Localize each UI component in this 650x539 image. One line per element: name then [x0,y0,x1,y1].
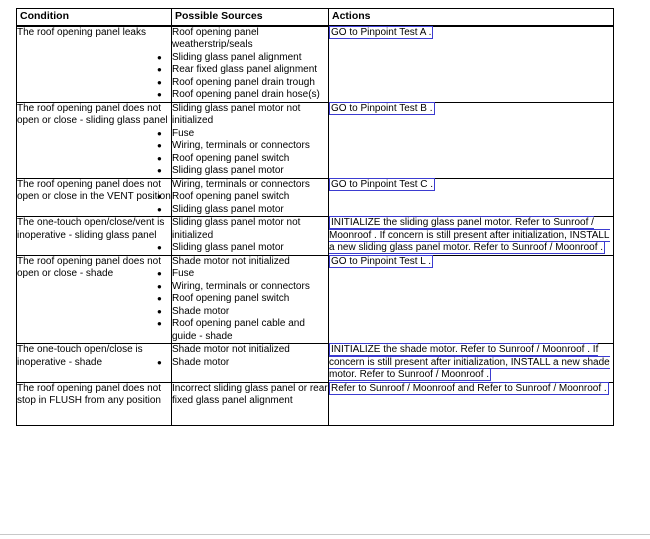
source-item: ● Shade motor [172,306,328,319]
sources-cell [172,255,329,344]
pinpoint-test-c-link[interactable]: GO to Pinpoint Test C . [331,178,434,190]
page-divider [0,534,650,535]
condition-cell: The roof opening panel does not open or close - shade [17,255,172,344]
source-item: ● Wiring, terminals or connectors [172,281,328,294]
sources-cell [172,217,329,256]
table-row [17,26,614,103]
condition-cell: The roof opening panel leaks [17,26,172,103]
source-item: ● Roof opening panel drain trough [172,77,328,90]
header-condition: Condition [17,9,172,26]
source-item: Sliding glass panel motor not initialized [172,217,301,241]
source-item: Roof opening panel weatherstrip/seals [172,26,259,50]
pinpoint-test-b-link[interactable]: GO to Pinpoint Test B . [331,102,433,114]
condition-cell: The roof opening panel does not open or close - sliding glass panel [17,102,172,178]
actions-cell [329,178,614,217]
symptom-chart-table [16,8,614,426]
source-item: Wiring, terminals or connectors [172,178,310,190]
header-possible-sources: Possible Sources [172,9,329,26]
table-row [17,255,614,344]
initialize-sliding-panel-link[interactable]: INITIALIZE the sliding glass panel motor. Refer to Sunroof / Moonroof . If concern is still present after initialization, INSTALL a new sliding glass panel motor. Refer to Sunroof / Moonroof . [329,217,610,253]
source-item: ● Shade motor [172,357,328,370]
source-item: ● Roof opening panel switch [172,191,328,204]
source-item: ● Fuse [172,128,328,141]
actions-cell [329,217,614,256]
table-row [17,178,614,217]
header-row [17,9,614,26]
source-item: Shade motor not initialized [172,344,290,355]
sources-cell [172,102,329,178]
pinpoint-test-l-link[interactable]: GO to Pinpoint Test L . [331,255,432,267]
source-item: ● Rear fixed glass panel alignment [172,64,328,77]
table-row [17,382,614,425]
initialize-shade-link[interactable]: INITIALIZE the shade motor. Refer to Sunroof / Moonroof . If concern is still present after initialization, INSTALL a new shade motor. Refer to Sunroof / Moonroof . [329,344,610,380]
source-item: ● Wiring, terminals or connectors [172,140,328,153]
source-item: ● Roof opening panel cable and guide - shade [172,318,328,343]
sources-cell [172,344,329,383]
source-item: ● Fuse [172,268,328,281]
table-row [17,102,614,178]
source-item: ● Roof opening panel switch [172,153,328,166]
actions-cell [329,382,614,425]
table-row [17,344,614,383]
actions-cell [329,344,614,383]
header-actions: Actions [329,9,614,26]
sources-cell [172,26,329,103]
source-item: ● Roof opening panel drain hose(s) [172,89,328,102]
actions-cell [329,102,614,178]
sources-cell [172,382,329,425]
actions-cell [329,255,614,344]
condition-cell: The one-touch open/close/vent is inoperative - sliding glass panel [17,217,172,256]
table-row [17,217,614,256]
source-item: ● Sliding glass panel motor [172,165,328,178]
sunroof-moonroof-link[interactable]: Refer to Sunroof / Moonroof and Refer to Sunroof / Moonroof . [331,382,607,394]
condition-cell: The roof opening panel does not open or close in the VENT position [17,178,172,217]
source-item: ● Sliding glass panel motor [172,242,328,255]
actions-cell [329,26,614,103]
source-item: ● Sliding glass panel alignment [172,52,328,65]
pinpoint-test-a-link[interactable]: GO to Pinpoint Test A . [331,26,432,38]
condition-cell: The one-touch open/close is inoperative - shade [17,344,172,383]
source-item: Shade motor not initialized [172,255,290,267]
condition-cell: The roof opening panel does not stop in FLUSH from any position [17,382,172,425]
source-item: ● Sliding glass panel motor [172,204,328,217]
source-item: Incorrect sliding glass panel or rear fixed glass panel alignment [172,382,328,406]
sources-cell [172,178,329,217]
source-item: ● Roof opening panel switch [172,293,328,306]
source-item: Sliding glass panel motor not initialized [172,102,301,126]
